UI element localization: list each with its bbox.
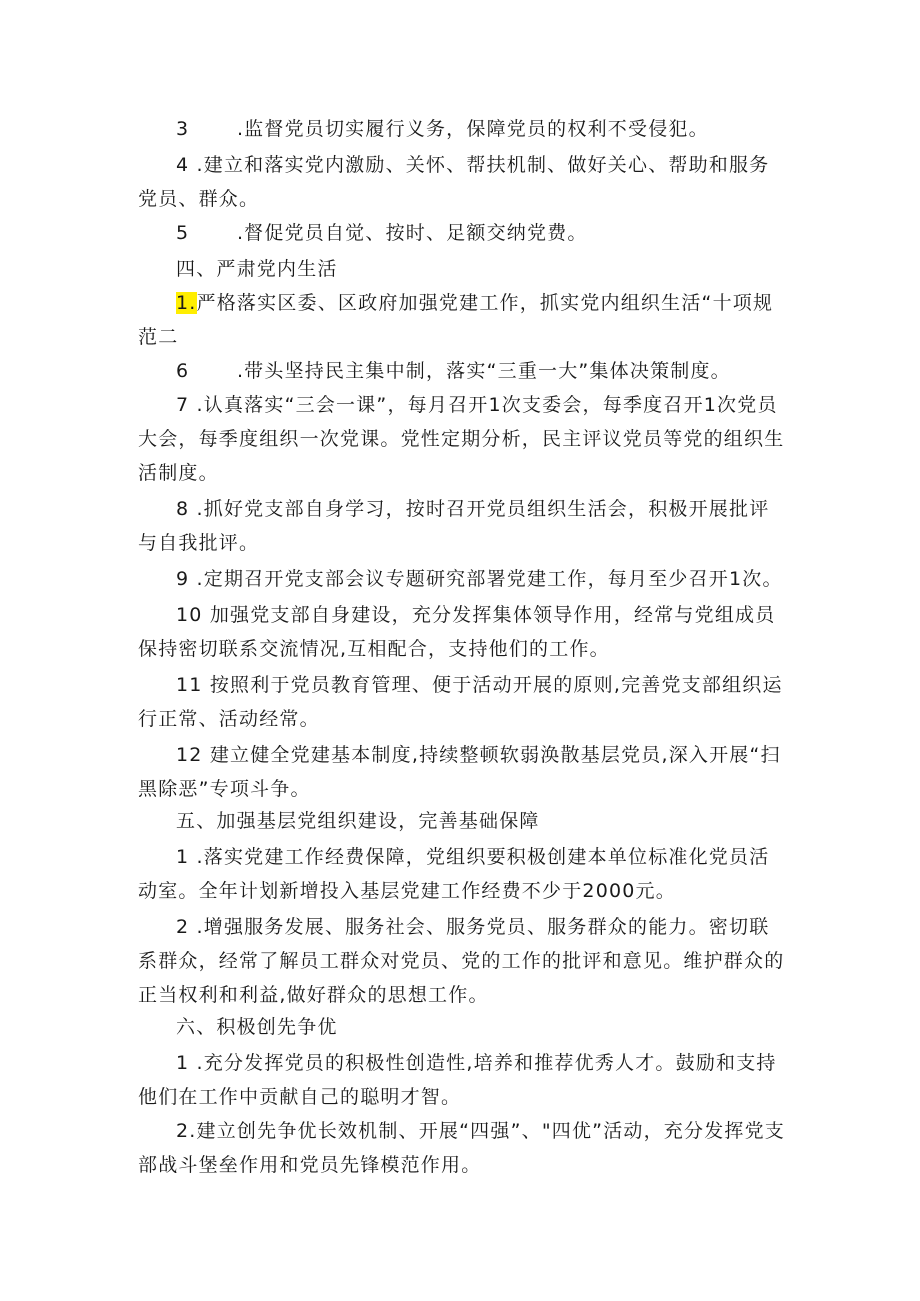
item-text: .建立和落实党内激励、关怀、帮扶机制、做好关心、帮助和服务党员、群众。: [138, 154, 770, 210]
item-text: .督促党员自觉、按时、足额交纳党费。: [196, 222, 588, 244]
paragraph-item: [138, 738, 788, 806]
paragraph-item: [138, 112, 788, 146]
paragraph-item-highlighted: [138, 286, 788, 354]
paragraph-item: [138, 910, 788, 1012]
section-heading: 四、严肃党内生活: [176, 258, 338, 280]
item-text: .监督党员切实履行义务，保障党员的权利不受侵犯。: [196, 118, 709, 140]
item-number: 9: [176, 568, 190, 590]
item-number: 2: [176, 916, 190, 938]
paragraph-item: [138, 148, 788, 216]
item-text: 按照利于党员教育管理、便于活动开展的原则,完善党支部组织运行正常、活动经常。: [138, 674, 783, 730]
item-number: 8: [176, 498, 190, 520]
item-text: 严格落实区委、区政府加强党建工作，抓实党内组织生活“十项规范二: [138, 292, 774, 348]
section-heading: 六、积极创先争优: [176, 1016, 338, 1038]
paragraph-item: [138, 598, 788, 666]
item-number: 11: [176, 674, 203, 696]
paragraph-item: [138, 668, 788, 736]
item-number: 1: [176, 846, 190, 868]
item-number: 2.: [176, 1120, 197, 1142]
item-text: 加强党支部自身建设，充分发挥集体领导作用，经常与党组成员保持密切联系交流情况,互相配合，支持他们的工作。: [138, 604, 776, 660]
item-text: .定期召开党支部会议专题研究部署党建工作，每月至少召开1次。: [196, 568, 783, 590]
section-heading: 五、加强基层党组织建设，完善基础保障: [176, 810, 540, 832]
item-number: 1: [176, 1052, 190, 1074]
paragraph-item: [138, 354, 788, 388]
paragraph-item: [138, 492, 788, 560]
item-number: 12: [176, 744, 203, 766]
paragraph-item: [138, 1046, 788, 1114]
item-number: 7: [176, 394, 190, 416]
paragraph-item: [138, 216, 788, 250]
item-number: 6: [176, 360, 190, 382]
item-text: .认真落实“三会一课”，每月召开1次支委会，每季度召开1次党员大会，每季度组织一次党课。党性定期分析，民主评议党员等党的组织生活制度。: [138, 394, 785, 484]
paragraph-item: [138, 562, 788, 596]
item-text: .增强服务发展、服务社会、服务党员、服务群众的能力。密切联系群众，经常了解员工群众对党员、党的工作的批评和意见。维护群众的正当权利和利益,做好群众的思想工作。: [138, 916, 785, 1006]
item-number-highlighted: 1.: [176, 292, 197, 314]
item-text: .抓好党支部自身学习，按时召开党员组织生活会，积极开展批评与自我批评。: [138, 498, 770, 554]
item-number: 5: [176, 222, 190, 244]
paragraph-item: [138, 1114, 788, 1182]
item-number: 3: [176, 118, 190, 140]
item-number: 4: [176, 154, 190, 176]
item-text: 建立健全党建基本制度,持续整顿软弱涣散基层党员,深入开展“扫黑除恶”专项斗争。: [138, 744, 781, 800]
item-text: 建立创先争优长效机制、开展“四强”、"四优”活动，充分发挥党支部战斗堡垒作用和党员先锋模范作用。: [138, 1120, 786, 1176]
item-number: 10: [176, 604, 203, 626]
paragraph-item: [138, 388, 788, 490]
paragraph-item: [138, 840, 788, 908]
item-text: .落实党建工作经费保障，党组织要积极创建本单位标准化党员活动室。全年计划新增投入基层党建工作经费不少于2000元。: [138, 846, 770, 902]
item-text: .带头坚持民主集中制，落实“三重一大”集体决策制度。: [196, 360, 731, 382]
item-text: .充分发挥党员的积极性创造性,培养和推荐优秀人才。鼓励和支持他们在工作中贡献自己的聪明才智。: [138, 1052, 777, 1108]
